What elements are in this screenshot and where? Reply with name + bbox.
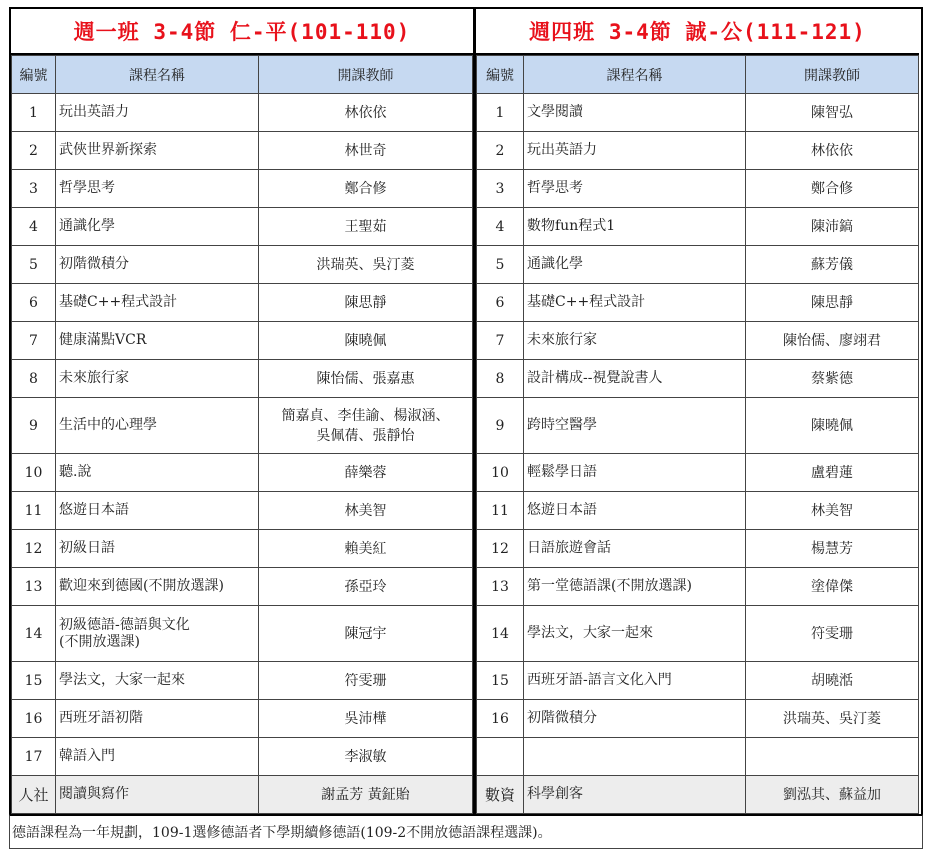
course-name: 設計構成--視覺說書人 xyxy=(524,360,746,398)
teacher-name: 李淑敏 xyxy=(259,738,473,776)
teacher-name: 蘇芳儀 xyxy=(746,246,919,284)
monday-rows xyxy=(12,94,473,814)
teacher-name: 薛樂蓉 xyxy=(259,454,473,492)
header-course: 課程名稱 xyxy=(56,56,259,94)
table-row xyxy=(477,398,919,454)
table-row xyxy=(12,208,473,246)
header-teacher: 開課教師 xyxy=(746,56,919,94)
course-name: 第一堂德語課(不開放選課) xyxy=(524,568,746,606)
table-row xyxy=(477,606,919,662)
table-row xyxy=(12,738,473,776)
course-name: 輕鬆學日語 xyxy=(524,454,746,492)
course-name: 基礎C++程式設計 xyxy=(56,284,259,322)
table-row-summary xyxy=(12,776,473,814)
table-row xyxy=(477,662,919,700)
teacher-name: 林依依 xyxy=(259,94,473,132)
course-schedule xyxy=(9,7,923,849)
course-name: 生活中的心理學 xyxy=(56,398,259,454)
teacher-name: 劉泓其、蘇益加 xyxy=(746,776,919,814)
course-name xyxy=(524,738,746,776)
table-row xyxy=(12,360,473,398)
teacher-name: 洪瑞英、吳汀菱 xyxy=(746,700,919,738)
teacher-name: 吳沛樺 xyxy=(259,700,473,738)
row-number: 14 xyxy=(12,606,56,662)
row-number: 7 xyxy=(12,322,56,360)
row-number: 2 xyxy=(12,132,56,170)
row-number: 2 xyxy=(477,132,524,170)
table-row xyxy=(12,246,473,284)
header-row xyxy=(477,56,919,94)
table-row xyxy=(12,454,473,492)
footnote: 德語課程為一年規劃，109-1選修德語者下學期續修德語(109-2不開放德語課程選課)。 xyxy=(9,814,923,849)
teacher-name: 洪瑞英、吳汀菱 xyxy=(259,246,473,284)
table-row xyxy=(12,492,473,530)
table-row xyxy=(12,284,473,322)
teacher-name: 鄭合修 xyxy=(259,170,473,208)
teacher-name: 陳思靜 xyxy=(746,284,919,322)
course-name: 通識化學 xyxy=(524,246,746,284)
course-name: 哲學思考 xyxy=(524,170,746,208)
course-name: 歡迎來到德國(不開放選課) xyxy=(56,568,259,606)
row-number: 17 xyxy=(12,738,56,776)
row-number xyxy=(477,738,524,776)
row-number: 12 xyxy=(477,530,524,568)
header-course: 課程名稱 xyxy=(524,56,746,94)
teacher-name: 賴美紅 xyxy=(259,530,473,568)
teacher-name: 蔡紫德 xyxy=(746,360,919,398)
course-name: 基礎C++程式設計 xyxy=(524,284,746,322)
table-row xyxy=(477,284,919,322)
course-name: 未來旅行家 xyxy=(56,360,259,398)
row-number: 14 xyxy=(477,606,524,662)
course-name: 韓語入門 xyxy=(56,738,259,776)
table-row xyxy=(477,322,919,360)
teacher-name: 簡嘉貞、李佳諭、楊淑涵、 吳佩蒨、張靜怡 xyxy=(259,398,473,454)
teacher-name: 陳曉佩 xyxy=(746,398,919,454)
teacher-name: 符雯珊 xyxy=(746,606,919,662)
course-name: 跨時空醫學 xyxy=(524,398,746,454)
course-name: 未來旅行家 xyxy=(524,322,746,360)
course-name: 玩出英語力 xyxy=(56,94,259,132)
course-name: 初級日語 xyxy=(56,530,259,568)
table-row xyxy=(477,738,919,776)
course-name: 武俠世界新探索 xyxy=(56,132,259,170)
course-name: 西班牙語-語言文化入門 xyxy=(524,662,746,700)
table-row xyxy=(12,132,473,170)
monday-table xyxy=(11,55,473,814)
table-row xyxy=(477,94,919,132)
thursday-panel xyxy=(476,9,919,814)
teacher-name: 陳沛鎬 xyxy=(746,208,919,246)
teacher-name: 林美智 xyxy=(746,492,919,530)
teacher-name: 胡曉湉 xyxy=(746,662,919,700)
row-number: 15 xyxy=(12,662,56,700)
table-row xyxy=(477,208,919,246)
teacher-name: 陳智弘 xyxy=(746,94,919,132)
teacher-name: 王聖茹 xyxy=(259,208,473,246)
teacher-name: 陳怡儒、廖翊君 xyxy=(746,322,919,360)
table-row xyxy=(477,700,919,738)
teacher-name: 陳思靜 xyxy=(259,284,473,322)
table-row xyxy=(12,94,473,132)
course-name: 初級德語-德語與文化 (不開放選課) xyxy=(56,606,259,662)
table-row xyxy=(477,132,919,170)
row-number: 4 xyxy=(477,208,524,246)
course-name: 學法文，大家一起來 xyxy=(524,606,746,662)
header-number: 編號 xyxy=(12,56,56,94)
header-row xyxy=(12,56,473,94)
row-number: 10 xyxy=(477,454,524,492)
course-name: 玩出英語力 xyxy=(524,132,746,170)
row-number: 1 xyxy=(477,94,524,132)
teacher-name: 林美智 xyxy=(259,492,473,530)
row-number: 11 xyxy=(477,492,524,530)
monday-title: 週一班 3-4節 仁-平(101-110) xyxy=(11,9,473,55)
row-number: 9 xyxy=(477,398,524,454)
course-name: 科學創客 xyxy=(524,776,746,814)
row-number: 10 xyxy=(12,454,56,492)
row-number: 15 xyxy=(477,662,524,700)
course-name: 閱讀與寫作 xyxy=(56,776,259,814)
course-name: 聽.說 xyxy=(56,454,259,492)
course-name: 悠遊日本語 xyxy=(56,492,259,530)
row-number: 3 xyxy=(12,170,56,208)
row-number: 8 xyxy=(12,360,56,398)
schedule-panels xyxy=(9,7,923,814)
course-name: 初階微積分 xyxy=(524,700,746,738)
table-row xyxy=(477,492,919,530)
table-row xyxy=(477,568,919,606)
row-number: 6 xyxy=(12,284,56,322)
table-row xyxy=(477,530,919,568)
teacher-name: 陳冠宇 xyxy=(259,606,473,662)
table-row xyxy=(477,246,919,284)
teacher-name: 謝孟芳 黃鉦貽 xyxy=(259,776,473,814)
teacher-name: 楊慧芳 xyxy=(746,530,919,568)
row-number: 5 xyxy=(12,246,56,284)
row-number: 13 xyxy=(477,568,524,606)
header-number: 編號 xyxy=(477,56,524,94)
thursday-title: 週四班 3-4節 誠-公(111-121) xyxy=(476,9,919,55)
table-row xyxy=(12,606,473,662)
teacher-name: 陳怡儒、張嘉惠 xyxy=(259,360,473,398)
table-row xyxy=(12,568,473,606)
table-row xyxy=(12,662,473,700)
teacher-name: 符雯珊 xyxy=(259,662,473,700)
table-row xyxy=(12,530,473,568)
teacher-name xyxy=(746,738,919,776)
table-row xyxy=(12,170,473,208)
course-name: 學法文，大家一起來 xyxy=(56,662,259,700)
course-name: 哲學思考 xyxy=(56,170,259,208)
row-number: 人社 xyxy=(12,776,56,814)
course-name: 初階微積分 xyxy=(56,246,259,284)
thursday-table xyxy=(476,55,919,814)
header-teacher: 開課教師 xyxy=(259,56,473,94)
course-name: 文學閱讀 xyxy=(524,94,746,132)
row-number: 9 xyxy=(12,398,56,454)
course-name: 通識化學 xyxy=(56,208,259,246)
row-number: 16 xyxy=(477,700,524,738)
teacher-name: 盧碧蓮 xyxy=(746,454,919,492)
course-name: 悠遊日本語 xyxy=(524,492,746,530)
table-row xyxy=(12,322,473,360)
row-number: 1 xyxy=(12,94,56,132)
table-row xyxy=(12,700,473,738)
row-number: 16 xyxy=(12,700,56,738)
course-name: 健康滿點VCR xyxy=(56,322,259,360)
row-number: 7 xyxy=(477,322,524,360)
teacher-name: 林世奇 xyxy=(259,132,473,170)
row-number: 8 xyxy=(477,360,524,398)
monday-panel xyxy=(11,9,476,814)
row-number: 數資 xyxy=(477,776,524,814)
course-name: 數物fun程式1 xyxy=(524,208,746,246)
teacher-name: 陳曉佩 xyxy=(259,322,473,360)
table-row xyxy=(12,398,473,454)
teacher-name: 塗偉傑 xyxy=(746,568,919,606)
thursday-rows xyxy=(477,94,919,814)
table-row-summary xyxy=(477,776,919,814)
table-row xyxy=(477,454,919,492)
row-number: 11 xyxy=(12,492,56,530)
row-number: 5 xyxy=(477,246,524,284)
row-number: 13 xyxy=(12,568,56,606)
row-number: 3 xyxy=(477,170,524,208)
course-name: 日語旅遊會話 xyxy=(524,530,746,568)
teacher-name: 鄭合修 xyxy=(746,170,919,208)
table-row xyxy=(477,170,919,208)
teacher-name: 林依依 xyxy=(746,132,919,170)
course-name: 西班牙語初階 xyxy=(56,700,259,738)
table-row xyxy=(477,360,919,398)
teacher-name: 孫亞玲 xyxy=(259,568,473,606)
row-number: 12 xyxy=(12,530,56,568)
row-number: 4 xyxy=(12,208,56,246)
row-number: 6 xyxy=(477,284,524,322)
